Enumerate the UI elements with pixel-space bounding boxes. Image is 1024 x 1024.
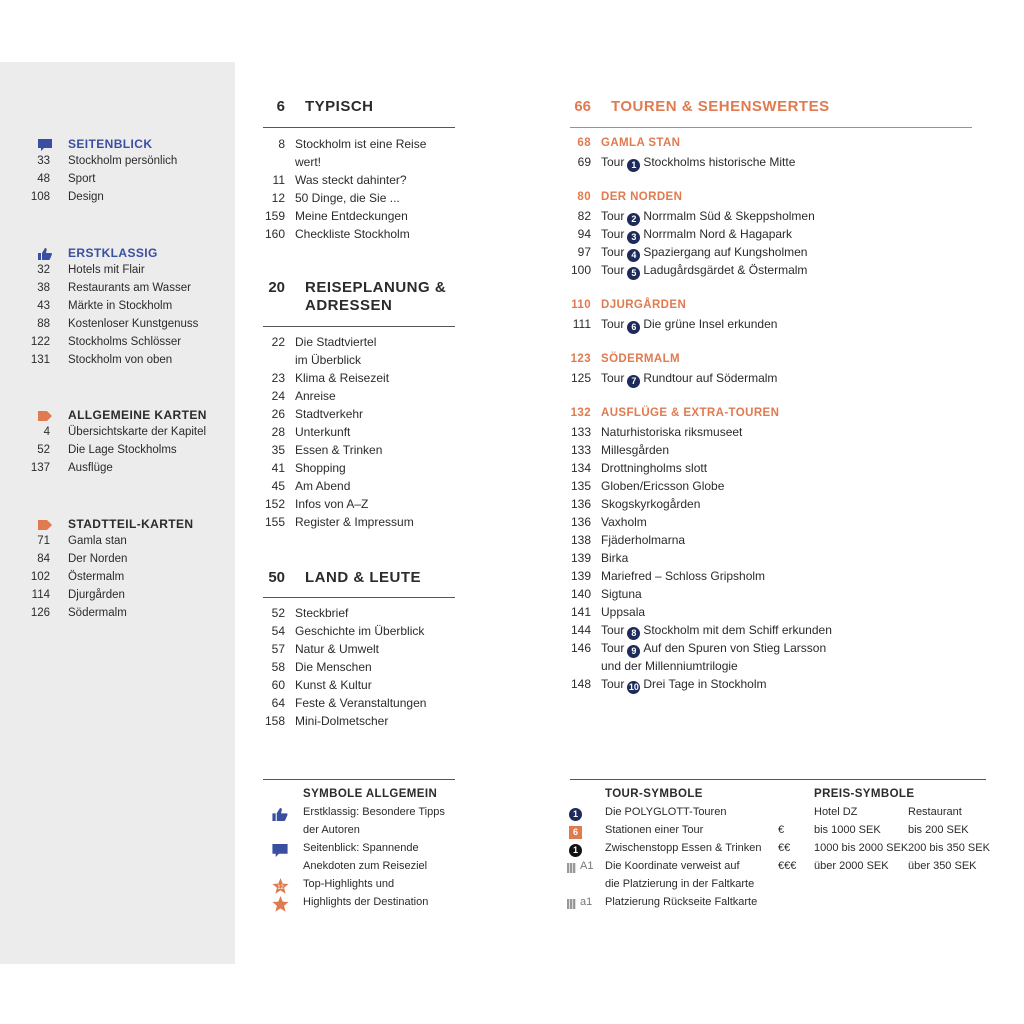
- page-number: 146: [570, 641, 591, 655]
- tour-entry[interactable]: [601, 227, 792, 244]
- page-number: 84: [37, 553, 50, 565]
- page-number: 133: [570, 425, 591, 439]
- thumbs-up-icon: [38, 248, 52, 260]
- tour-number-badge: 5: [627, 267, 640, 280]
- toc-entry[interactable]: Anreise: [295, 389, 336, 403]
- sidebar-link[interactable]: Der Norden: [68, 553, 128, 565]
- page-number: 64: [271, 696, 285, 710]
- page-number: 12: [271, 191, 285, 205]
- legend-allgemein: [263, 788, 463, 914]
- price-symbol: €: [778, 824, 785, 836]
- toc-entry[interactable]: Natur & Umwelt: [295, 642, 380, 656]
- page-number: 48: [37, 173, 50, 185]
- section-page-number: 50: [268, 569, 285, 586]
- sidebar-link[interactable]: Ausflüge: [68, 462, 113, 474]
- sidebar-group-karten: [0, 408, 235, 480]
- price-symbol: €€: [778, 842, 791, 854]
- tour-number-badge: 9: [627, 645, 640, 658]
- tour-word: Tour: [601, 641, 625, 655]
- page-number: 43: [37, 300, 50, 312]
- page-number: 122: [30, 336, 50, 348]
- price-hotel: 1000 bis 2000 SEK: [814, 842, 909, 854]
- page-number: 135: [570, 479, 591, 493]
- section-header-land: [255, 569, 421, 587]
- toc-entry[interactable]: Register & Impressum: [295, 515, 414, 529]
- subsection-page-number: 110: [571, 299, 591, 311]
- subsection-label: SÖDERMALM: [601, 353, 680, 365]
- page-number: 141: [570, 605, 591, 619]
- toc-entry[interactable]: und der Millenniumtrilogie: [601, 659, 738, 673]
- section-page-number: 20: [268, 279, 285, 296]
- sidebar-link[interactable]: Restaurants am Wasser: [68, 282, 191, 294]
- legend-title: TOUR-SYMBOLE: [605, 788, 703, 800]
- page-number: 71: [37, 535, 50, 547]
- tour-label: Norrmalm Süd & Skeppsholmen: [643, 209, 815, 223]
- page-number: 137: [30, 462, 50, 474]
- subsection-title-djurgarden[interactable]: [561, 299, 981, 317]
- price-column-header: Restaurant: [908, 806, 962, 818]
- subsection-page-number: 68: [577, 137, 591, 149]
- tour-word: Tour: [601, 245, 625, 259]
- price-restaurant: über 350 SEK: [908, 860, 977, 872]
- speech-bubble-icon: [38, 139, 52, 151]
- star-icon: [272, 896, 289, 913]
- legend-text: Zwischenstopp Essen & Trinken: [605, 842, 762, 854]
- page-number: 24: [271, 389, 285, 403]
- page-number: 160: [264, 227, 285, 241]
- page-number: 11: [272, 173, 285, 187]
- sidebar-link[interactable]: Design: [68, 191, 104, 203]
- subsection-title-soder[interactable]: [561, 353, 981, 371]
- legend-tour: [565, 788, 775, 914]
- page-number: 134: [570, 461, 591, 475]
- tour-word: Tour: [601, 263, 625, 277]
- page-number: 88: [37, 318, 50, 330]
- page-number: 102: [30, 571, 50, 583]
- subsection-title-ausfluge[interactable]: [561, 407, 981, 425]
- tour-word: Tour: [601, 317, 625, 331]
- toc-entry[interactable]: wert!: [295, 155, 322, 169]
- tour-number-badge: 4: [627, 249, 640, 262]
- tour-entry[interactable]: [601, 623, 832, 640]
- price-restaurant: 200 bis 350 SEK: [908, 842, 990, 854]
- tour-number-badge: 6: [627, 321, 640, 334]
- page-number: 159: [264, 209, 285, 223]
- tour-word: Tour: [601, 371, 625, 385]
- legend-text: die Platzierung in der Faltkarte: [605, 878, 755, 890]
- page-number: 52: [37, 444, 50, 456]
- toc-entry[interactable]: Mariefred – Schloss Gripsholm: [601, 569, 766, 583]
- page-number: 148: [570, 677, 591, 691]
- speech-bubble-icon: [272, 844, 288, 857]
- toc-entry[interactable]: Was steckt dahinter?: [295, 173, 407, 187]
- legend-text: Anekdoten zum Reiseziel: [303, 860, 428, 872]
- tour-entry[interactable]: [601, 155, 795, 172]
- page-number: 33: [37, 155, 50, 167]
- toc-entry[interactable]: Drottningholms slott: [601, 461, 708, 475]
- page-number: 131: [30, 354, 50, 366]
- page-number: 136: [570, 515, 591, 529]
- page-number: 35: [271, 443, 285, 457]
- subsection-label: DER NORDEN: [601, 191, 683, 203]
- price-hotel: bis 1000 SEK: [814, 824, 881, 836]
- legend-title: PREIS-SYMBOLE: [814, 788, 915, 800]
- page-number: 28: [271, 425, 285, 439]
- sidebar-title-seitenblick: SEITENBLICK: [68, 137, 153, 151]
- toc-entry[interactable]: Steckbrief: [295, 606, 349, 620]
- sidebar-link[interactable]: Stockholm persönlich: [68, 155, 178, 167]
- legend-preis: [778, 788, 1008, 878]
- page-number: 139: [570, 551, 591, 565]
- page-number: 155: [264, 515, 285, 529]
- toc-entry[interactable]: Meine Entdeckungen: [295, 209, 408, 223]
- subsection-page-number: 80: [577, 191, 591, 203]
- tour-entry[interactable]: [601, 317, 777, 334]
- legend-text: Top-Highlights und: [303, 878, 395, 890]
- tour-label: Stockholm mit dem Schiff erkunden: [643, 623, 832, 637]
- page-number: 144: [570, 623, 591, 637]
- toc-entry[interactable]: im Überblick: [295, 353, 362, 367]
- page-number: 60: [271, 678, 285, 692]
- page-number: 38: [37, 282, 50, 294]
- page-number: 4: [43, 426, 50, 438]
- tour-word: Tour: [601, 623, 625, 637]
- legend-title: SYMBOLE ALLGEMEIN: [303, 788, 438, 800]
- sidebar-link[interactable]: Märkte in Stockholm: [68, 300, 173, 312]
- toc-entry[interactable]: Birka: [601, 551, 629, 565]
- toc-entry[interactable]: Globen/Ericsson Globe: [601, 479, 725, 493]
- sidebar-link[interactable]: Sport: [68, 173, 96, 185]
- section-page-number: 66: [574, 98, 591, 115]
- page-number: 52: [271, 606, 285, 620]
- tour-word: Tour: [601, 155, 625, 169]
- tour-word: Tour: [601, 677, 625, 691]
- station-badge-icon: 6: [569, 826, 582, 839]
- price-column-header: Hotel DZ: [814, 806, 858, 818]
- page-number: 23: [271, 371, 285, 385]
- section-divider: [570, 127, 972, 128]
- tour-entry[interactable]: [601, 245, 807, 262]
- tour-entry[interactable]: [601, 641, 826, 658]
- page-number: 54: [271, 624, 285, 638]
- reiseplanung-list: [255, 335, 455, 533]
- toc-entry[interactable]: Essen & Trinken: [295, 443, 383, 457]
- section-title-line2: ADRESSEN: [305, 297, 393, 314]
- section-header-touren: [561, 98, 830, 116]
- subsection-page-number: 132: [570, 407, 591, 419]
- sidebar-link[interactable]: Stockholm von oben: [68, 354, 173, 366]
- sidebar-title-karten: ALLGEMEINE KARTEN: [68, 408, 207, 422]
- touren-list: [561, 137, 981, 695]
- toc-entry[interactable]: Feste & Veranstaltungen: [295, 696, 427, 710]
- page-number: 97: [577, 245, 591, 259]
- page-number: 140: [570, 587, 591, 601]
- page-number: 22: [271, 335, 285, 349]
- page-number: 26: [271, 407, 285, 421]
- page-number: 57: [271, 642, 285, 656]
- tour-entry[interactable]: [601, 209, 815, 226]
- tour-label: Drei Tage in Stockholm: [643, 677, 767, 691]
- page-number: 58: [271, 660, 285, 674]
- page-number: 8: [278, 137, 285, 151]
- legend-text: Stationen einer Tour: [605, 824, 704, 836]
- legend-divider: [263, 779, 455, 780]
- toc-entry[interactable]: Die Stadtviertel: [295, 335, 377, 349]
- page-number: 108: [30, 191, 50, 203]
- page-number: 136: [570, 497, 591, 511]
- legend-text: Die Koordinate verweist auf: [605, 860, 740, 872]
- section-header-reiseplanung: [255, 279, 446, 315]
- svg-text:12: 12: [277, 885, 284, 892]
- section-divider: [263, 326, 455, 327]
- tour-number-badge: 3: [627, 231, 640, 244]
- tour-label: Norrmalm Nord & Hagapark: [643, 227, 793, 241]
- toc-entry[interactable]: Stadtverkehr: [295, 407, 364, 421]
- page-number: 45: [271, 479, 285, 493]
- tour-number-badge: 1: [627, 159, 640, 172]
- sidebar-group-seitenblick: [0, 137, 235, 209]
- tour-label: Spaziergang auf Kungsholmen: [643, 245, 808, 259]
- section-divider: [263, 127, 455, 128]
- land-list: [255, 606, 455, 732]
- toc-entry[interactable]: Am Abend: [295, 479, 351, 493]
- section-divider: [263, 597, 455, 598]
- map-tag-icon: [38, 519, 52, 531]
- tour-word: Tour: [601, 227, 625, 241]
- section-title[interactable]: [305, 279, 446, 315]
- toc-entry[interactable]: Die Menschen: [295, 660, 372, 674]
- page-number: 158: [264, 714, 285, 728]
- sidebar-link[interactable]: Übersichtskarte der Kapitel: [68, 426, 207, 438]
- toc-entry[interactable]: Naturhistoriska riksmuseet: [601, 425, 743, 439]
- tour-word: Tour: [601, 209, 625, 223]
- sidebar-link[interactable]: Gamla stan: [68, 535, 127, 547]
- subsection-title-gamla[interactable]: [561, 137, 981, 155]
- tour-number-badge: 7: [627, 375, 640, 388]
- tour-entry[interactable]: [601, 371, 777, 388]
- tour-number-badge: 8: [627, 627, 640, 640]
- subsection-title-norden[interactable]: [561, 191, 981, 209]
- map-tag-icon: [38, 410, 52, 422]
- subsection-label: DJURGÅRDEN: [601, 299, 687, 311]
- sidebar-group-stadtteil: [0, 517, 235, 625]
- tour-badge-icon: 1: [569, 808, 582, 821]
- sidebar-link[interactable]: Die Lage Stockholms: [68, 444, 177, 456]
- folding-map-icon: [567, 863, 576, 873]
- tour-label: Auf den Spuren von Stieg Larsson: [643, 641, 827, 655]
- sidebar-link[interactable]: Södermalm: [68, 607, 127, 619]
- toc-entry[interactable]: Uppsala: [601, 605, 646, 619]
- toc-entry[interactable]: Skogskyrkogården: [601, 497, 701, 511]
- toc-entry[interactable]: Millesgården: [601, 443, 670, 457]
- sidebar-link[interactable]: Stockholms Schlösser: [68, 336, 182, 348]
- toc-entry[interactable]: Fjäderholmarna: [601, 533, 686, 547]
- tour-entry[interactable]: [601, 677, 767, 694]
- section-title[interactable]: TOUREN & SEHENSWERTES: [611, 98, 830, 115]
- section-page-number: 6: [276, 98, 285, 115]
- toc-entry[interactable]: 50 Dinge, die Sie ...: [295, 191, 400, 205]
- tour-label: Stockholms historische Mitte: [643, 155, 796, 169]
- page-number: 138: [570, 533, 591, 547]
- toc-entry[interactable]: Checkliste Stockholm: [295, 227, 410, 241]
- toc-entry[interactable]: Geschichte im Überblick: [295, 624, 425, 638]
- tour-number-badge: 10: [628, 682, 639, 692]
- section-title[interactable]: TYPISCH: [305, 98, 374, 115]
- legend-divider: [570, 779, 986, 780]
- tour-label: Rundtour auf Södermalm: [643, 371, 778, 385]
- page-number: 100: [570, 263, 591, 277]
- section-title[interactable]: LAND & LEUTE: [305, 569, 421, 586]
- page-number: 125: [570, 371, 591, 385]
- sidebar-title-stadtteil: STADTTEIL-KARTEN: [68, 517, 194, 531]
- page-number: 152: [264, 497, 285, 511]
- toc-entry[interactable]: Klima & Reisezeit: [295, 371, 390, 385]
- typisch-list: [255, 137, 455, 245]
- folding-map-icon: [567, 899, 576, 909]
- sidebar-group-erstklassig: [0, 246, 235, 372]
- toc-entry[interactable]: Sigtuna: [601, 587, 642, 601]
- legend-text: Die POLYGLOTT-Touren: [605, 806, 727, 818]
- page-number: 32: [37, 264, 50, 276]
- page-number: 111: [572, 317, 591, 331]
- legend-text: Platzierung Rückseite Faltkarte: [605, 896, 758, 908]
- tour-number-badge: 2: [627, 213, 640, 226]
- page-number: 114: [31, 589, 50, 601]
- map-coordinate: A1: [580, 860, 594, 872]
- toc-entry[interactable]: Infos von A–Z: [295, 497, 369, 511]
- food-stop-badge-icon: 1: [569, 844, 582, 857]
- section-title-line1: REISEPLANUNG &: [305, 279, 447, 296]
- toc-entry[interactable]: Kunst & Kultur: [295, 678, 372, 692]
- sidebar-link[interactable]: Östermalm: [68, 571, 125, 583]
- subsection-page-number: 123: [570, 353, 591, 365]
- page-number: 82: [577, 209, 591, 223]
- legend-text: Seitenblick: Spannende: [303, 842, 419, 854]
- tour-label: Ladugårdsgärdet & Östermalm: [643, 263, 808, 277]
- map-coordinate: a1: [580, 896, 593, 908]
- sidebar-link[interactable]: Kostenloser Kunstgenuss: [68, 318, 199, 330]
- price-symbol: €€€: [778, 860, 797, 872]
- page-number: 133: [570, 443, 591, 457]
- toc-entry[interactable]: Mini-Dolmetscher: [295, 714, 389, 728]
- legend-text: Erstklassig: Besondere Tipps: [303, 806, 445, 818]
- toc-entry[interactable]: Vaxholm: [601, 515, 647, 529]
- page-number: 41: [271, 461, 285, 475]
- tour-entry[interactable]: [601, 263, 807, 280]
- toc-entry[interactable]: Shopping: [295, 461, 346, 475]
- subsection-label: AUSFLÜGE & EXTRA-TOUREN: [601, 407, 780, 419]
- legend-text: der Autoren: [303, 824, 360, 836]
- toc-entry[interactable]: Unterkunft: [295, 425, 351, 439]
- tour-label: Die grüne Insel erkunden: [643, 317, 778, 331]
- sidebar-link[interactable]: Hotels mit Flair: [68, 264, 145, 276]
- toc-entry[interactable]: Stockholm ist eine Reise: [295, 137, 427, 151]
- price-restaurant: bis 200 SEK: [908, 824, 969, 836]
- page-number: 139: [570, 569, 591, 583]
- sidebar-title-erstklassig: ERSTKLASSIG: [68, 246, 158, 260]
- page-number: 126: [30, 607, 50, 619]
- thumbs-up-icon: [272, 808, 288, 821]
- price-hotel: über 2000 SEK: [814, 860, 889, 872]
- legend-text: Highlights der Destination: [303, 896, 429, 908]
- subsection-label: GAMLA STAN: [601, 137, 681, 149]
- page-number: 69: [577, 155, 591, 169]
- sidebar-link[interactable]: Djurgården: [68, 589, 125, 601]
- section-header-typisch: [255, 98, 374, 116]
- page-number: 94: [577, 227, 591, 241]
- top-highlight-star-icon: [272, 878, 289, 895]
